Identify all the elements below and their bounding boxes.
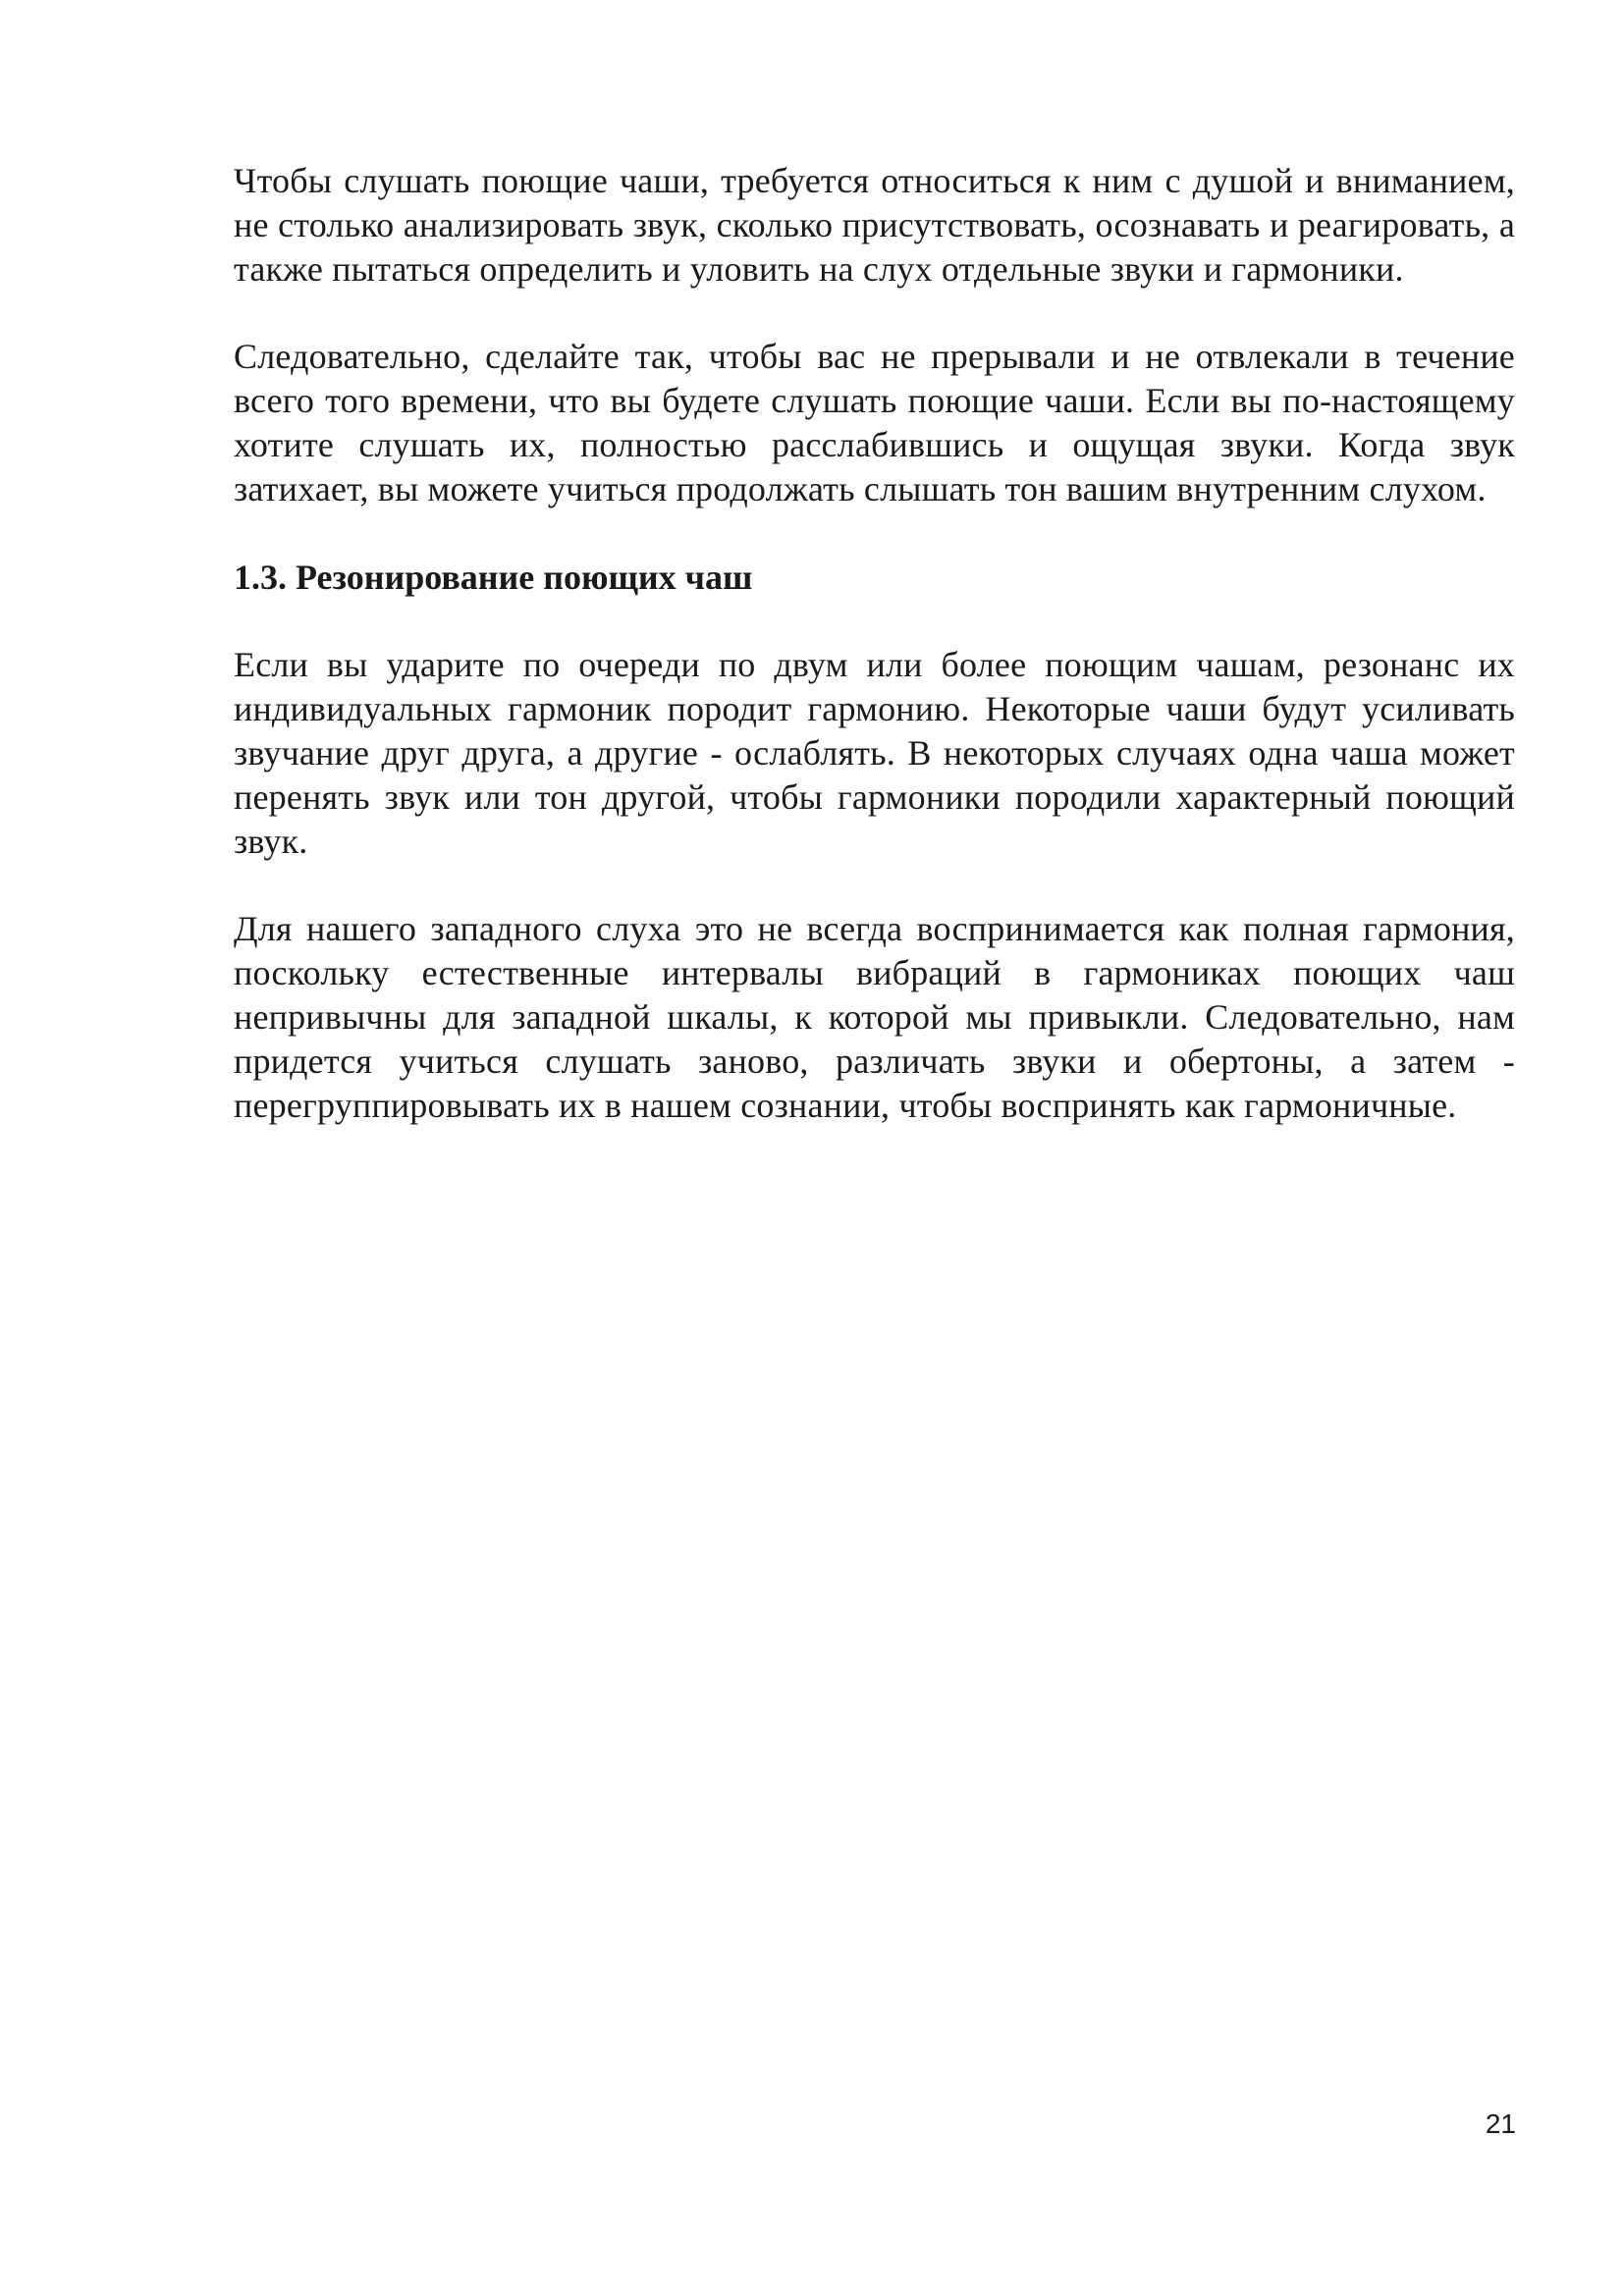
section-heading: 1.3. Резонирование поющих чаш <box>234 557 753 597</box>
paragraph-avoid-interruptions: Следовательно, сделайте так, чтобы вас не прерывали и не отвлекали в течение всего того времени, что вы будете слушать поющие чаши. Если вы по-настоящему хотите слушать их, полностью расслабившись и ощущая звуки. Когда звук затихает, вы можете учиться продолжать слышать тон вашим внутренним слухом. <box>234 337 1515 508</box>
page-number: 21 <box>1485 2109 1516 2139</box>
paragraph-western-hearing: Для нашего западного слуха это не всегда воспринимается как полная гармония, поскольку естественные интервалы вибраций в гармониках поющих чаш непривычны для западной шкалы, к которой мы привыкли. Следовательно, нам придется учиться слушать заново, различать звуки и обертоны, а затем - перегруппировывать их в нашем сознании, чтобы воспринять как гармоничные. <box>234 909 1515 1125</box>
page-content <box>234 159 1515 1171</box>
paragraph-listening-bowls: Чтобы слушать поющие чаши, требуется относиться к ним с душой и вниманием, не столько анализировать звук, сколько присутствовать, осознавать и реагировать, а также пытаться определить и уловить на слух отдельные звуки и гармоники. <box>234 161 1515 289</box>
paragraph-resonance: Если вы ударите по очереди по двум или более поющим чашам, резонанс их индивидуальных гармоник породит гармонию. Некоторые чаши будут усиливать звучание друг друга, а другие - ослаблять. В некоторых случаях одна чаша может перенять звук или тон другой, чтобы гармоники породили характерный поющий звук. <box>234 645 1515 861</box>
